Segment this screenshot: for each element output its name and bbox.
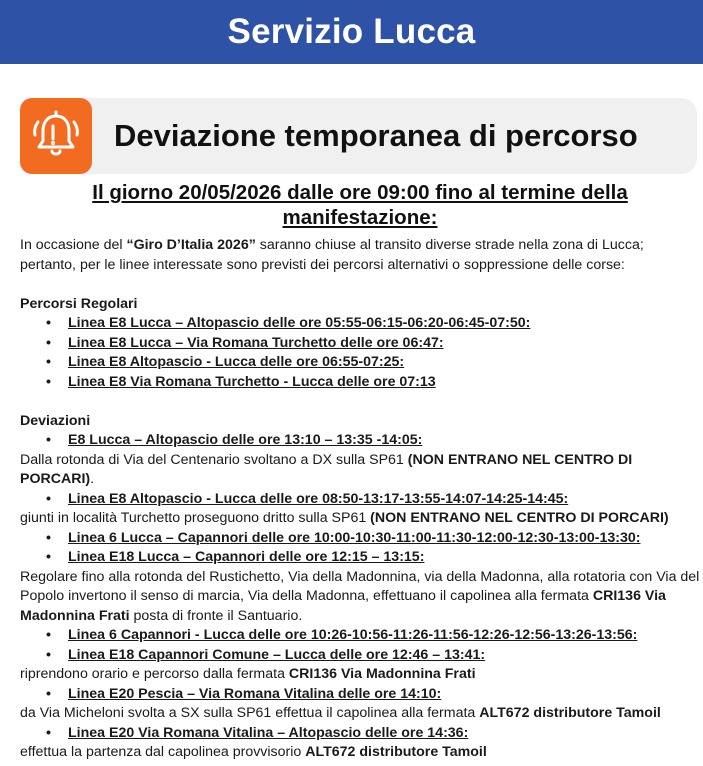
deviation-text: da Via Micheloni svolta a SX sulla SP61 effettua il capolinea alla fermata ALT672 distributore Tamoil <box>20 705 661 721</box>
list-item: • Linea E8 Altopascio - Lucca delle ore 08:50-13:17-13:55-14:07-14:25-14:45: <box>20 490 700 510</box>
list-item: • Linea 6 Capannori - Lucca delle ore 10:26-10:56-11:26-11:56-12:26-12:56-13:26-13:56: <box>20 626 700 646</box>
deviation-list <box>20 724 700 744</box>
bell-alarm-icon <box>20 98 92 174</box>
deviation-text: riprendono orario e percorso dalla fermata CRI136 Via Madonnina Frati <box>20 666 476 682</box>
deviation-list <box>20 529 700 568</box>
deviation-list <box>20 490 700 510</box>
list-item: • Linea E18 Capannori Comune – Lucca delle ore 12:46 – 13:41: <box>20 646 700 666</box>
intro-suffix: saranno chiuse al transito diverse strade nella zona di Lucca; pertanto, per le linee interessate sono previsti dei percorsi alternativi o soppressione delle corse: <box>20 237 644 273</box>
deviation-text: Regolare fino alla rotonda del Rustichetto, Via della Madonnina, via della Madonna, alla rotatoria con Via del Popolo invertono il senso di marcia, Via della Madonna, effettuano il capolinea alla fermata CRI136 Via Madonnina Frati posta di fronte il Santuario. <box>20 568 700 624</box>
notice-content <box>20 236 700 763</box>
deviation-list <box>20 431 700 451</box>
regular-section-title: Percorsi Regolari <box>20 295 138 312</box>
date-heading: Il giorno 20/05/2026 dalle ore 09:00 fino al termine della manifestazione: <box>92 181 628 229</box>
notice-banner <box>20 98 697 174</box>
deviations-section-title: Deviazioni <box>20 412 91 429</box>
deviation-list <box>20 626 700 665</box>
header-title: Servizio Lucca <box>227 12 476 51</box>
list-item: • Linea E20 Pescia – Via Romana Vitalina delle ore 14:10: <box>20 685 700 705</box>
deviation-text: effettua la partenza dal capolinea provvisorio ALT672 distributore Tamoil <box>20 744 487 760</box>
list-item: • Linea E8 Altopascio - Lucca delle ore 06:55-07:25: <box>20 353 700 373</box>
list-item: • Linea E20 Via Romana Vitalina – Altopascio delle ore 14:36: <box>20 724 700 744</box>
regular-list <box>20 314 700 392</box>
deviation-text: giunti in località Turchetto proseguono dritto sulla SP61 (NON ENTRANO NEL CENTRO DI PORCARI) <box>20 510 669 526</box>
list-item: • Linea E8 Lucca – Altopascio delle ore 05:55-06:15-06:20-06:45-07:50: <box>20 314 700 334</box>
list-item: • Linea E18 Lucca – Capannori delle ore 12:15 – 13:15: <box>20 548 700 568</box>
intro-event: “Giro D’Italia 2026” <box>126 237 256 253</box>
list-item: • E8 Lucca – Altopascio delle ore 13:10 – 13:35 -14:05: <box>20 431 700 451</box>
deviation-text: Dalla rotonda di Via del Centenario svoltano a DX sulla SP61 (NON ENTRANO NEL CENTRO DI PORCARI). <box>20 451 633 487</box>
list-item: • Linea 6 Lucca – Capannori delle ore 10:00-10:30-11:00-11:30-12:00-12:30-13:00-13:30: <box>20 529 700 549</box>
list-item: • Linea E8 Lucca – Via Romana Turchetto delle ore 06:47: <box>20 334 700 354</box>
intro-prefix: In occasione del <box>20 237 127 253</box>
header-bar <box>0 0 703 64</box>
intro-paragraph <box>20 236 700 275</box>
list-item: • Linea E8 Via Romana Turchetto - Lucca delle ore 07:13 <box>20 373 700 393</box>
deviation-list <box>20 685 700 705</box>
notice-title: Deviazione temporanea di percorso <box>114 118 638 153</box>
